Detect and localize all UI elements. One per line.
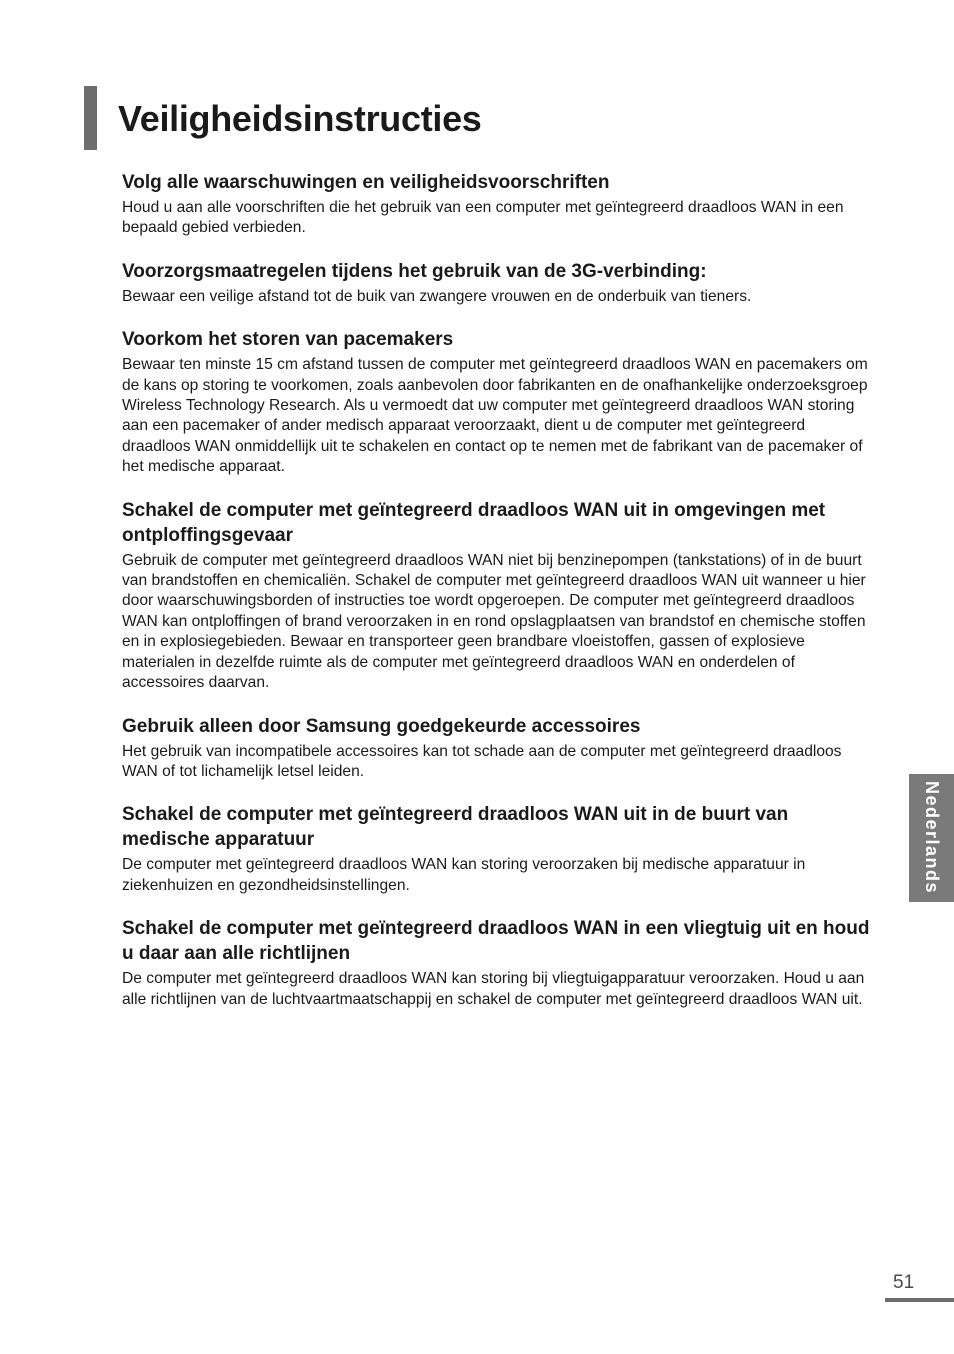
page-number-rule xyxy=(885,1298,954,1302)
section-warnings xyxy=(122,170,874,239)
section-explosive-areas xyxy=(122,498,874,694)
section-pacemakers xyxy=(122,327,874,477)
page-number: 51 xyxy=(893,1272,915,1293)
section-accessories xyxy=(122,714,874,783)
section-heading: Voorzorgsmaatregelen tijdens het gebruik van de 3G-verbinding: xyxy=(122,260,707,282)
title-accent-bar xyxy=(84,86,97,150)
section-aircraft xyxy=(122,916,874,1010)
language-tab-label: Nederlands xyxy=(922,781,942,895)
language-tab xyxy=(909,774,954,902)
section-body: De computer met geïntegreerd draadloos WAN kan storing bij vliegtuigapparatuur veroorzaken. Houd u aan alle richtlijnen van de luchtvaartmaatschappij en schakel de computer met geïntegreerd draadloos WAN uit. xyxy=(122,970,865,1008)
section-heading: Schakel de computer met geïntegreerd draadloos WAN in een vliegtuig uit en houd u daar aan alle richtlijnen xyxy=(122,918,870,965)
section-medical-equipment xyxy=(122,802,874,896)
section-body: Bewaar ten minste 15 cm afstand tussen de computer met geïntegreerd draadloos WAN en pacemakers om de kans op storing te voorkomen, zoals aanbevolen door fabrikanten en de onafhankelijke onderzoeksgroep Wireless Technology Research. Als u vermoedt dat uw computer met geïntegreerd draadloos WAN storing aan een pacemaker of ander medisch apparaat veroorzaakt, dient u de computer met geïntegreerd draadloos WAN onmiddellijk uit te schakelen en contact op te nemen met de fabrikant van de pacemaker of het medische apparaat. xyxy=(122,356,868,476)
section-body: Bewaar een veilige afstand tot de buik van zwangere vrouwen en de onderbuik van tieners. xyxy=(122,287,752,305)
section-heading: Schakel de computer met geïntegreerd draadloos WAN uit in omgevingen met ontploffingsgevaar xyxy=(122,499,826,546)
instructions-content xyxy=(122,170,874,1010)
section-body: Het gebruik van incompatibele accessoires kan tot schade aan de computer met geïntegreerd draadloos WAN of tot lichamelijk letsel leiden. xyxy=(122,742,842,780)
section-heading: Gebruik alleen door Samsung goedgekeurde accessoires xyxy=(122,715,641,737)
page-title: Veiligheidsinstructies xyxy=(118,98,482,139)
section-heading: Voorkom het storen van pacemakers xyxy=(122,329,454,351)
section-heading: Volg alle waarschuwingen en veiligheidsvoorschriften xyxy=(122,172,610,193)
section-body: Gebruik de computer met geïntegreerd draadloos WAN niet bij benzinepompen (tankstations) of in de buurt van brandstoffen en chemicaliën. Schakel de computer met geïntegreerd draadloos WAN uit wanneer u hier door waarschuwingsborden of instructies toe wordt opgeroepen. De computer met geïntegreerd draadloos WAN kan ontploffingen of brand veroorzaken in en rond opslagplaatsen van brandstof en chemische stoffen en in explosiegebieden. Bewaar en transporteer geen brandbare vloeistoffen, gassen of explosieve materialen in dezelfde ruimte als de computer met geïntegreerd draadloos WAN en onderdelen of accessoires daarvan. xyxy=(122,551,866,692)
section-3g-precautions xyxy=(122,259,874,307)
section-heading: Schakel de computer met geïntegreerd draadloos WAN uit in de buurt van medische apparatuur xyxy=(122,804,789,851)
section-body: De computer met geïntegreerd draadloos WAN kan storing veroorzaken bij medische apparatuur in ziekenhuizen en gezondheidsinstellingen. xyxy=(122,856,806,894)
section-body: Houd u aan alle voorschriften die het gebruik van een computer met geïntegreerd draadloos WAN in een bepaald gebied verbieden. xyxy=(122,199,844,237)
